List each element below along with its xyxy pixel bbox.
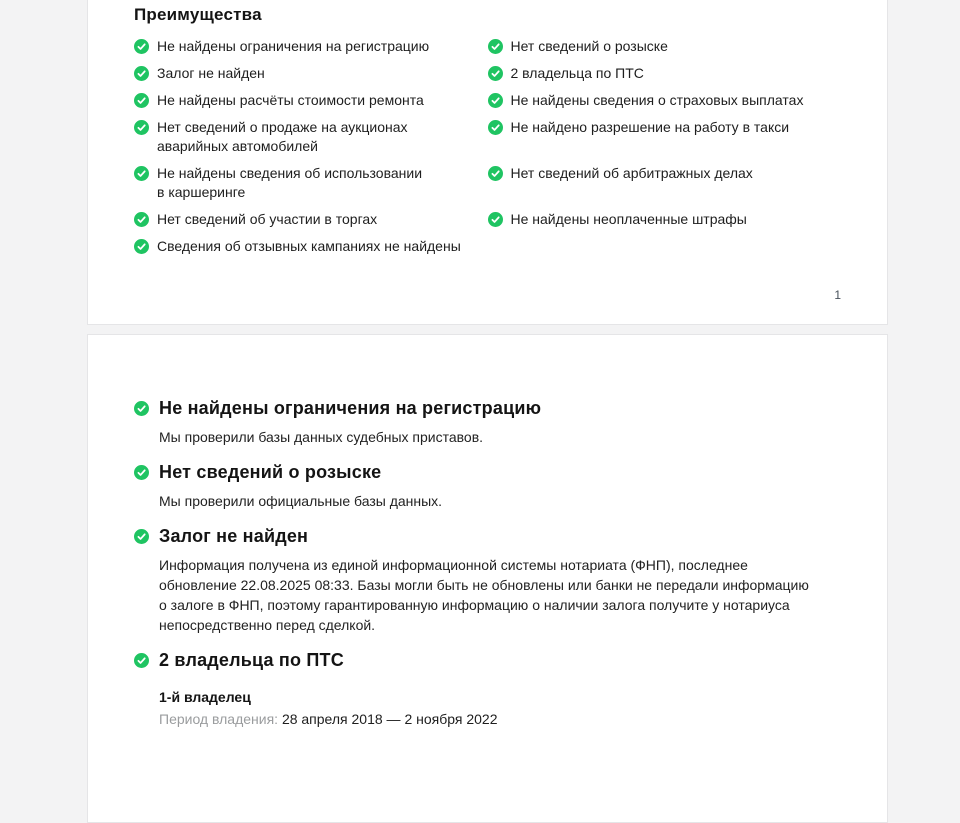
- section-title: Нет сведений о розыске: [159, 462, 382, 482]
- check-icon: [488, 39, 503, 54]
- owner-block: [159, 689, 841, 728]
- advantage-cell: [488, 37, 842, 56]
- advantage-item: [134, 64, 488, 83]
- advantage-label: Нет сведений об арбитражных делах: [510, 165, 753, 181]
- report-page-details: [87, 334, 888, 823]
- check-icon: [134, 212, 149, 227]
- advantage-cell: [488, 64, 842, 83]
- section-body: Мы проверили базы данных судебных приставов.: [159, 429, 484, 445]
- advantage-label: 2 владельца по ПТС: [510, 65, 644, 81]
- detail-section: [134, 525, 841, 635]
- advantage-cell: [134, 37, 488, 56]
- advantage-label: Не найдены расчёты стоимости ремонта: [157, 92, 424, 108]
- advantage-label: Нет сведений о продаже на аукционах аварийных автомобилей: [157, 119, 408, 154]
- detail-section: [134, 649, 841, 728]
- advantage-cell: [134, 91, 488, 110]
- advantage-item: [134, 91, 488, 110]
- advantage-cell: [134, 64, 488, 83]
- advantage-label: Нет сведений об участии в торгах: [157, 211, 378, 227]
- section-body: Мы проверили официальные базы данных.: [159, 493, 443, 509]
- advantage-label: Не найдены ограничения на регистрацию: [157, 38, 430, 54]
- check-icon: [488, 66, 503, 81]
- advantage-item: [488, 164, 842, 183]
- advantage-item: [488, 37, 842, 56]
- advantage-item: [134, 210, 488, 229]
- advantage-item: [134, 37, 488, 56]
- advantage-label: Залог не найден: [157, 65, 265, 81]
- advantage-cell: [488, 91, 842, 110]
- check-icon: [488, 166, 503, 181]
- page-number: 1: [834, 288, 841, 302]
- check-icon: [134, 39, 149, 54]
- check-icon: [488, 120, 503, 135]
- check-icon: [134, 401, 149, 416]
- advantage-item: [488, 91, 842, 110]
- check-icon: [134, 239, 149, 254]
- advantage-cell: [488, 210, 842, 229]
- detail-sections: [134, 397, 841, 728]
- advantages-grid: [134, 37, 841, 256]
- ownership-period-label: Период владения:: [159, 711, 282, 727]
- advantage-label: Сведения об отзывных кампаниях не найдены: [157, 238, 461, 254]
- advantage-cell: [488, 164, 842, 202]
- advantage-item: [134, 237, 488, 256]
- advantage-label: Не найдено разрешение на работу в такси: [510, 119, 790, 135]
- section-title: 2 владельца по ПТС: [159, 650, 344, 670]
- check-icon: [134, 93, 149, 108]
- section-header: [134, 649, 841, 679]
- check-icon: [134, 529, 149, 544]
- advantage-item: [488, 64, 842, 83]
- advantage-label: Нет сведений о розыске: [510, 38, 668, 54]
- advantage-label: Не найдены неоплаченные штрафы: [510, 211, 747, 227]
- advantage-label: Не найдены сведения о страховых выплатах: [510, 92, 804, 108]
- check-icon: [488, 212, 503, 227]
- check-icon: [134, 465, 149, 480]
- advantage-cell: [134, 118, 488, 156]
- advantage-cell: [488, 237, 842, 256]
- advantage-cell: [488, 118, 842, 156]
- page-title: Преимущества: [134, 5, 262, 24]
- advantage-item: [134, 118, 488, 156]
- check-icon: [134, 653, 149, 668]
- advantage-cell: [134, 237, 488, 256]
- section-header: [134, 525, 841, 555]
- section-title: Залог не найден: [159, 526, 309, 546]
- advantage-cell: [134, 210, 488, 229]
- advantage-cell: [134, 164, 488, 202]
- advantage-item: [134, 164, 488, 202]
- advantage-label: Не найдены сведения об использовании в каршеринге: [157, 165, 423, 200]
- report-page-advantages: [87, 0, 888, 325]
- detail-section: [134, 397, 841, 447]
- owner-label: 1-й владелец: [159, 689, 251, 705]
- section-title: Не найдены ограничения на регистрацию: [159, 398, 542, 418]
- check-icon: [134, 166, 149, 181]
- section-header: [134, 461, 841, 491]
- check-icon: [488, 93, 503, 108]
- check-icon: [134, 120, 149, 135]
- section-body: Информация получена из единой информационной системы нотариата (ФНП), последнее обновление 22.08.2025 08:33. Базы могли быть не обновлены или банки не передали информацию о залоге в ФНП, поэтому гарантированную информацию о наличии залога получите у нотариуса непосредственно перед сделкой.: [159, 557, 809, 633]
- section-header: [134, 397, 841, 427]
- check-icon: [134, 66, 149, 81]
- ownership-period-value: 28 апреля 2018 — 2 ноября 2022: [281, 711, 498, 727]
- advantage-item: [488, 118, 842, 137]
- advantage-item: [488, 210, 842, 229]
- detail-section: [134, 461, 841, 511]
